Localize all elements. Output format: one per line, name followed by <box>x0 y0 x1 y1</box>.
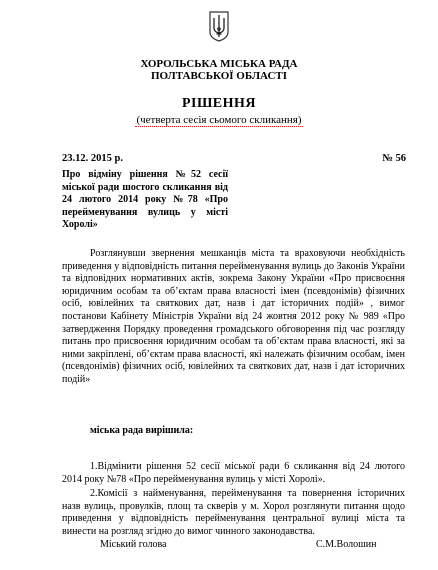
council-region: ПОЛТАВСЬКОЇ ОБЛАСТІ <box>150 70 288 82</box>
document-date: 23.12. 2015 р. <box>62 153 123 164</box>
trident-coat-of-arms-icon <box>208 10 230 42</box>
signatory-title: Міський голова <box>100 539 167 550</box>
resolution-item-2-text: 2.Комісії з найменування, перейменування та повернення історичних назв вулиць, провулків, площ та скверів у м. Хорол розглянути питання щодо приведення у відповідність перейменування центральної вулиці міста та винести на розгляд згідно до вимог чинного законодавства. <box>62 488 405 537</box>
document-type-title: РІШЕННЯ <box>181 96 257 111</box>
resolution-item-2 <box>62 488 405 538</box>
signatory-name: С.М.Волошин <box>316 539 377 550</box>
resolution-item-1 <box>62 461 405 486</box>
document-subject: Про відміну рішення №52 сесії міської ради шостого скликання від 24 лютого 2014 року №78 «Про перейменування вулиць у місті Хоролі» <box>62 169 228 231</box>
resolution-heading: міська рада вирішила: <box>90 425 194 436</box>
document-number: № 56 <box>382 153 406 164</box>
preamble-paragraph <box>62 248 405 387</box>
session-text: (четверта сесія сьомого скликання) <box>136 114 302 126</box>
resolution-item-1-text: 1.Відмінити рішення 52 сесії міської ради 6 скликання від 24 лютого 2014 року №78 «Про перейменування вулиць у місті Хоролі». <box>62 461 405 485</box>
session-subtitle <box>0 114 438 126</box>
preamble-text: Розглянувши звернення мешканців міста та враховуючи необхідність приведення у відповідність питання перейменування вулиць до Законів України та відповідних нормативних актів, зокрема Закону України «Про присвоєння юридичним особам та об’єктам права власності імен (псевдонімів) фізичних осіб, ювілейних та святкових дат, назв і дат історичних подій» , вимог постанови Кабінету Міністрів України від 24 жовтня 2012 року № 989 «Про затвердження Порядку проведення громадського обговорення під час розгляду питань про присвоєння юридичним особам та об’єктам права власності, які за ними закріплені, об’єктам права власності, які належать фізичним особам, імен (псевдонімів) фізичних осіб, ювілейних та святкових дат, назв і дат історичних подій» <box>62 248 405 385</box>
council-name: ХОРОЛЬСЬКА МІСЬКА РАДА <box>140 58 298 70</box>
